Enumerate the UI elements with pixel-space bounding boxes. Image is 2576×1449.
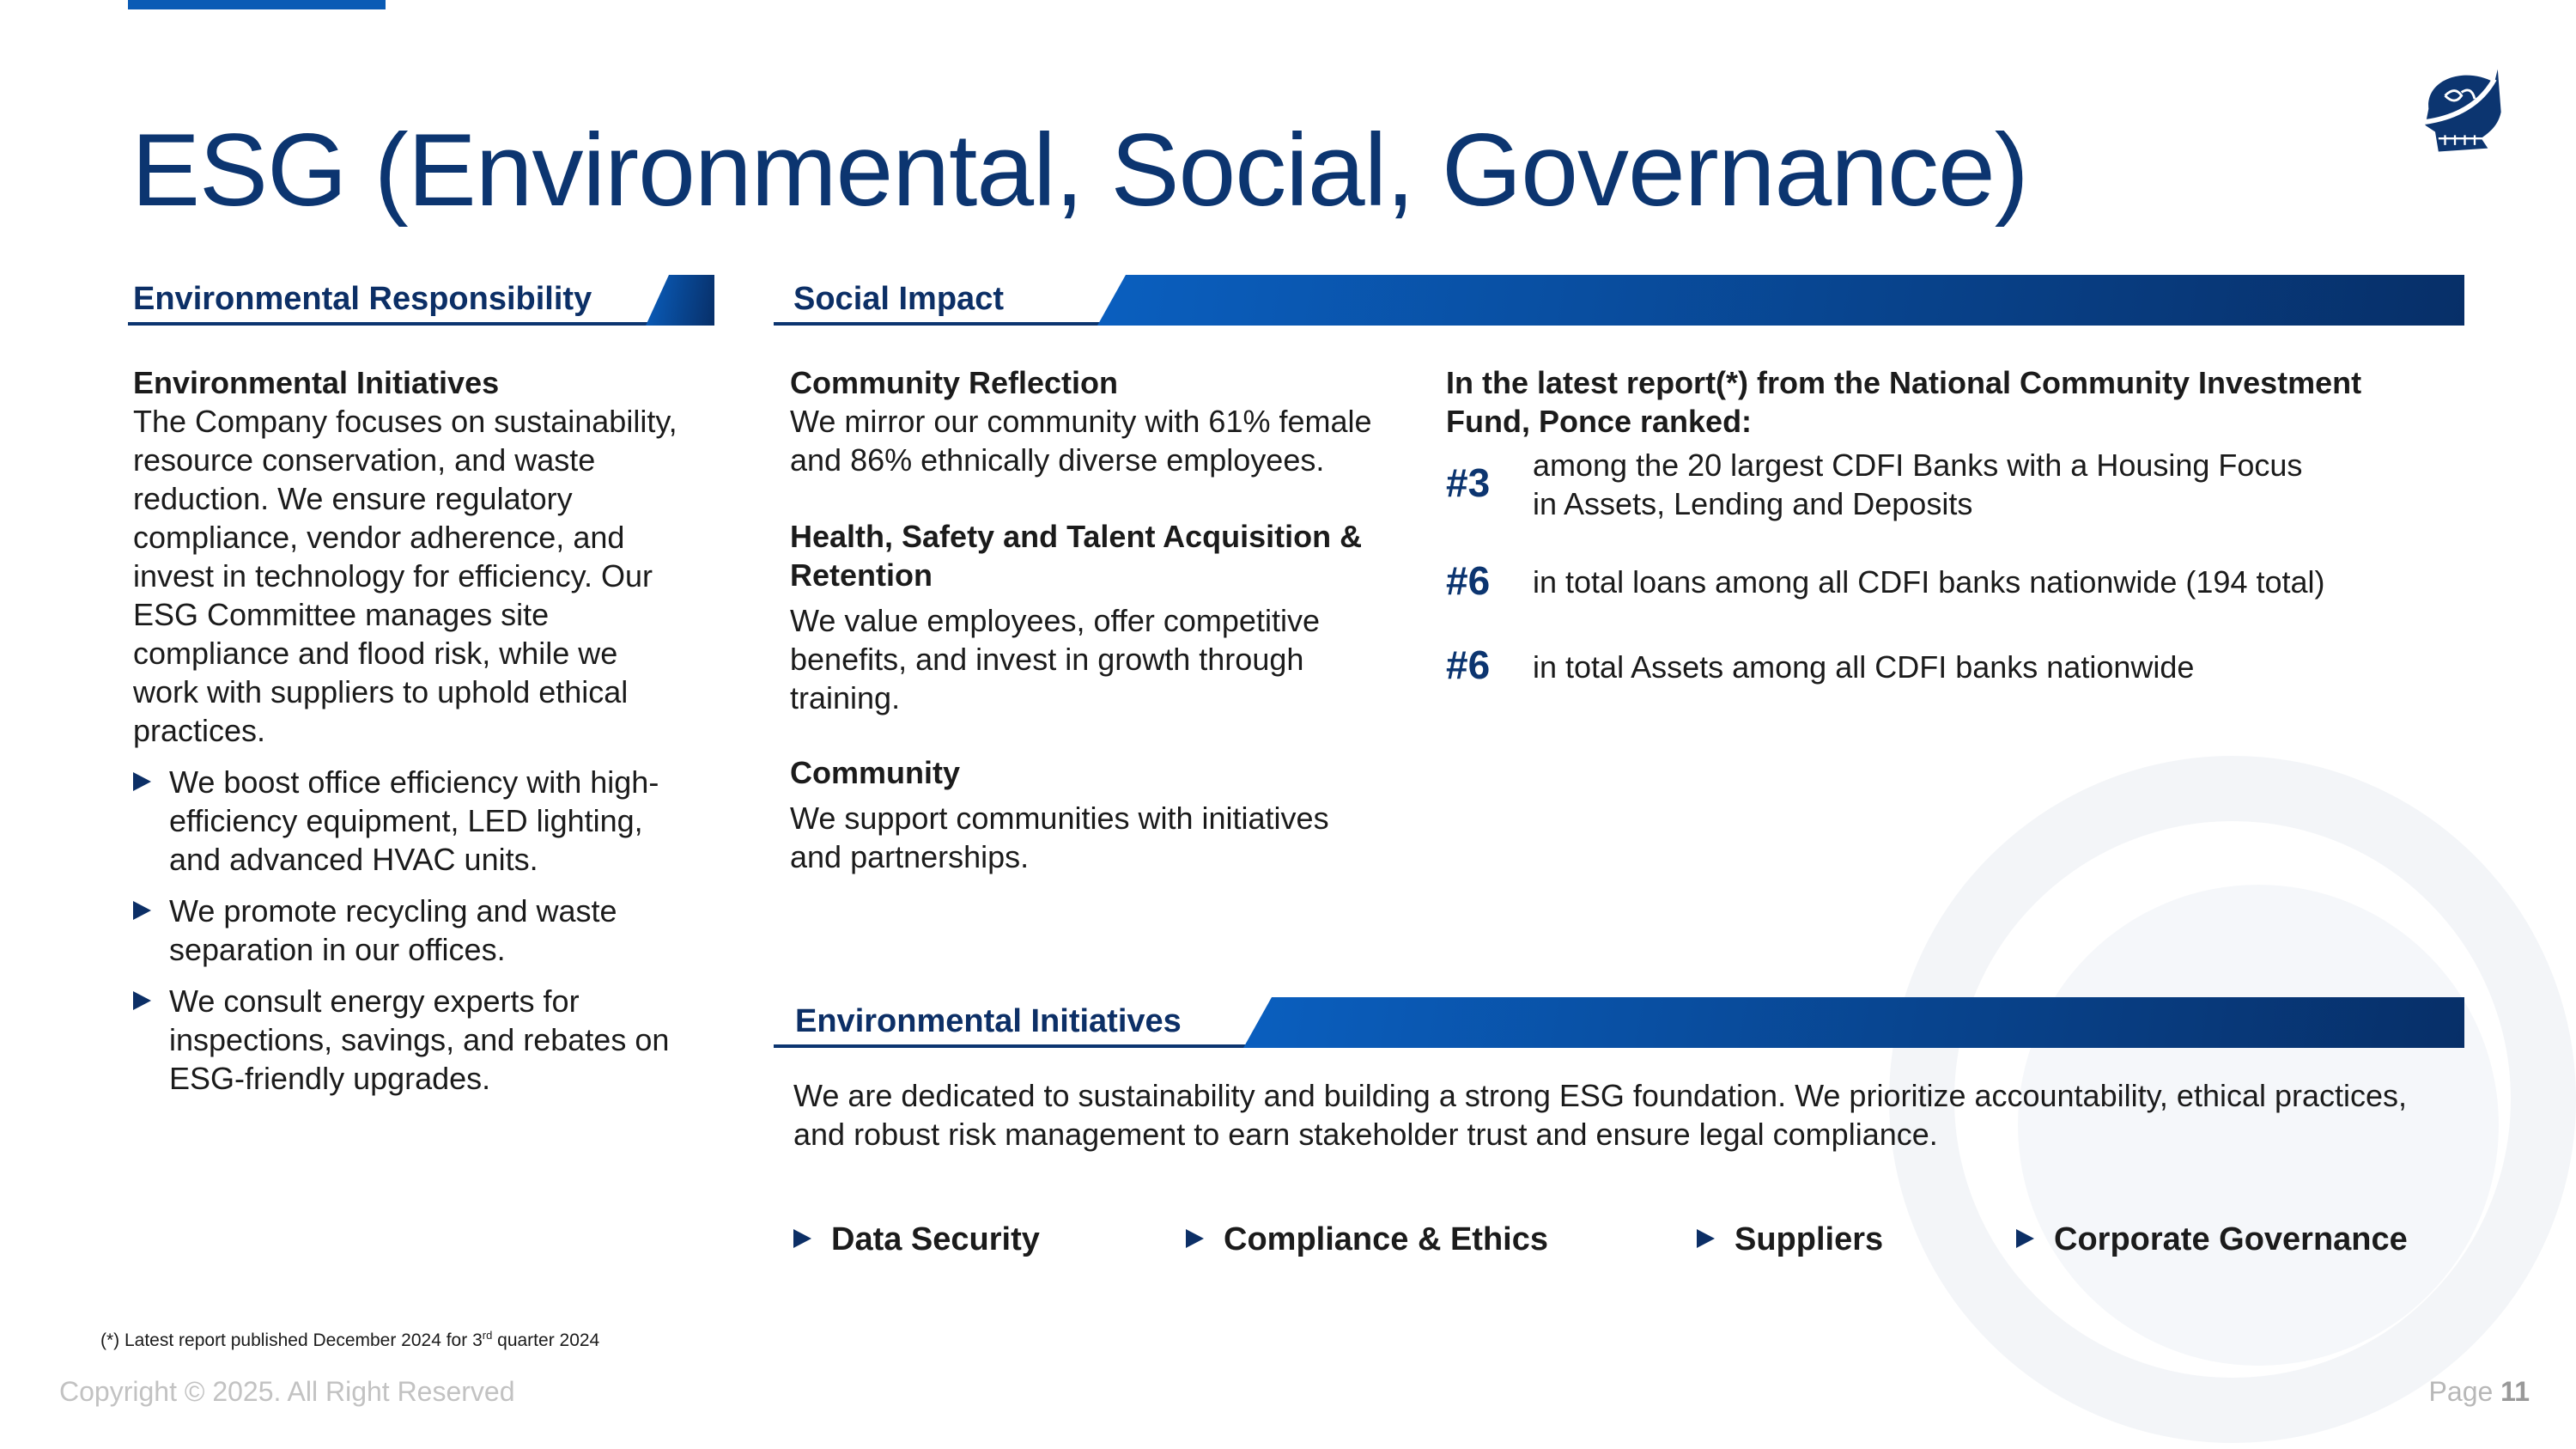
triangle-bullet-icon — [2016, 1229, 2034, 1248]
env-initiatives-heading: Environmental Initiatives — [133, 365, 500, 400]
copyright: Copyright © 2025. All Right Reserved — [59, 1376, 515, 1407]
item-corporate-governance: Corporate Governance — [2016, 1220, 2408, 1259]
rank-badge: #3 — [1446, 460, 1491, 505]
section-text: We value employees, offer competitive benefits, and invest in growth through training. — [790, 603, 1320, 715]
rank-text: in total loans among all CDFI banks nationwide (194 total) — [1533, 564, 2325, 600]
section-text: We mirror our community with 61% female and 86% ethnically diverse employees. — [790, 404, 1372, 478]
social-sections — [790, 363, 1382, 876]
section-text: We support communities with initiatives and partnerships. — [790, 801, 1329, 874]
item-suppliers: Suppliers — [1697, 1220, 1883, 1259]
rank-badge: #6 — [1446, 642, 1491, 687]
env-paragraph: The Company focuses on sustainability, resource conservation, and waste reduction. We ensure regulatory compliance, vendor adherence, and invest in technology for efficiency. Our ESG Committee manages site compliance and flood risk, while we work with suppliers to uphold ethical practices. — [133, 404, 677, 748]
section-heading: Community — [790, 755, 960, 790]
section-heading: Health, Safety and Talent Acquisition & Retention — [790, 519, 1363, 593]
triangle-bullet-icon — [133, 991, 151, 1010]
footnote: (*) Latest report published December 2024 for 3rd quarter 2024 — [100, 1329, 600, 1350]
rank-text: in total Assets among all CDFI banks nationwide — [1533, 649, 2195, 685]
env-initiatives-header: Environmental Initiatives — [774, 997, 2464, 1048]
env-initiatives-paragraph: We are dedicated to sustainability and building a strong ESG foundation. We prioritize accountability, ethical practices, and robust risk management to earn stakeholder trust and ensure legal compliance. — [793, 1078, 2408, 1152]
rank-text: among the 20 largest CDFI Banks with a Housing Focus in Assets, Lending and Deposits — [1533, 447, 2303, 521]
rank-badge: #6 — [1446, 558, 1491, 603]
triangle-bullet-icon — [1186, 1229, 1204, 1248]
conquistador-helmet-logo — [2415, 63, 2514, 161]
triangle-bullet-icon — [133, 772, 151, 791]
triangle-bullet-icon — [133, 901, 151, 920]
item-compliance-ethics: Compliance & Ethics — [1186, 1220, 1548, 1259]
env-responsibility-content — [133, 363, 683, 1098]
page-number: Page 11 — [2428, 1376, 2530, 1407]
bullet-item: We boost office efficiency with high-efficiency equipment, LED lighting, and advanced HVAC units. — [133, 763, 683, 879]
env-responsibility-header: Environmental Responsibility — [128, 275, 714, 326]
bullet-item: We consult energy experts for inspections, savings, and rebates on ESG-friendly upgrades. — [133, 982, 683, 1098]
report-heading: In the latest report(*) from the National Community Investment Fund, Ponce ranked: — [1446, 365, 2362, 439]
social-impact-header: Social Impact — [774, 275, 2464, 326]
rank-list — [1446, 446, 2498, 709]
triangle-bullet-icon — [793, 1229, 811, 1248]
item-data-security: Data Security — [793, 1220, 1040, 1259]
page-title: ESG (Environmental, Social, Governance) — [131, 113, 2028, 228]
top-accent-bar — [128, 0, 386, 9]
bullet-item: We promote recycling and waste separation in our offices. — [133, 892, 683, 969]
section-heading: Community Reflection — [790, 365, 1119, 400]
triangle-bullet-icon — [1697, 1229, 1715, 1248]
